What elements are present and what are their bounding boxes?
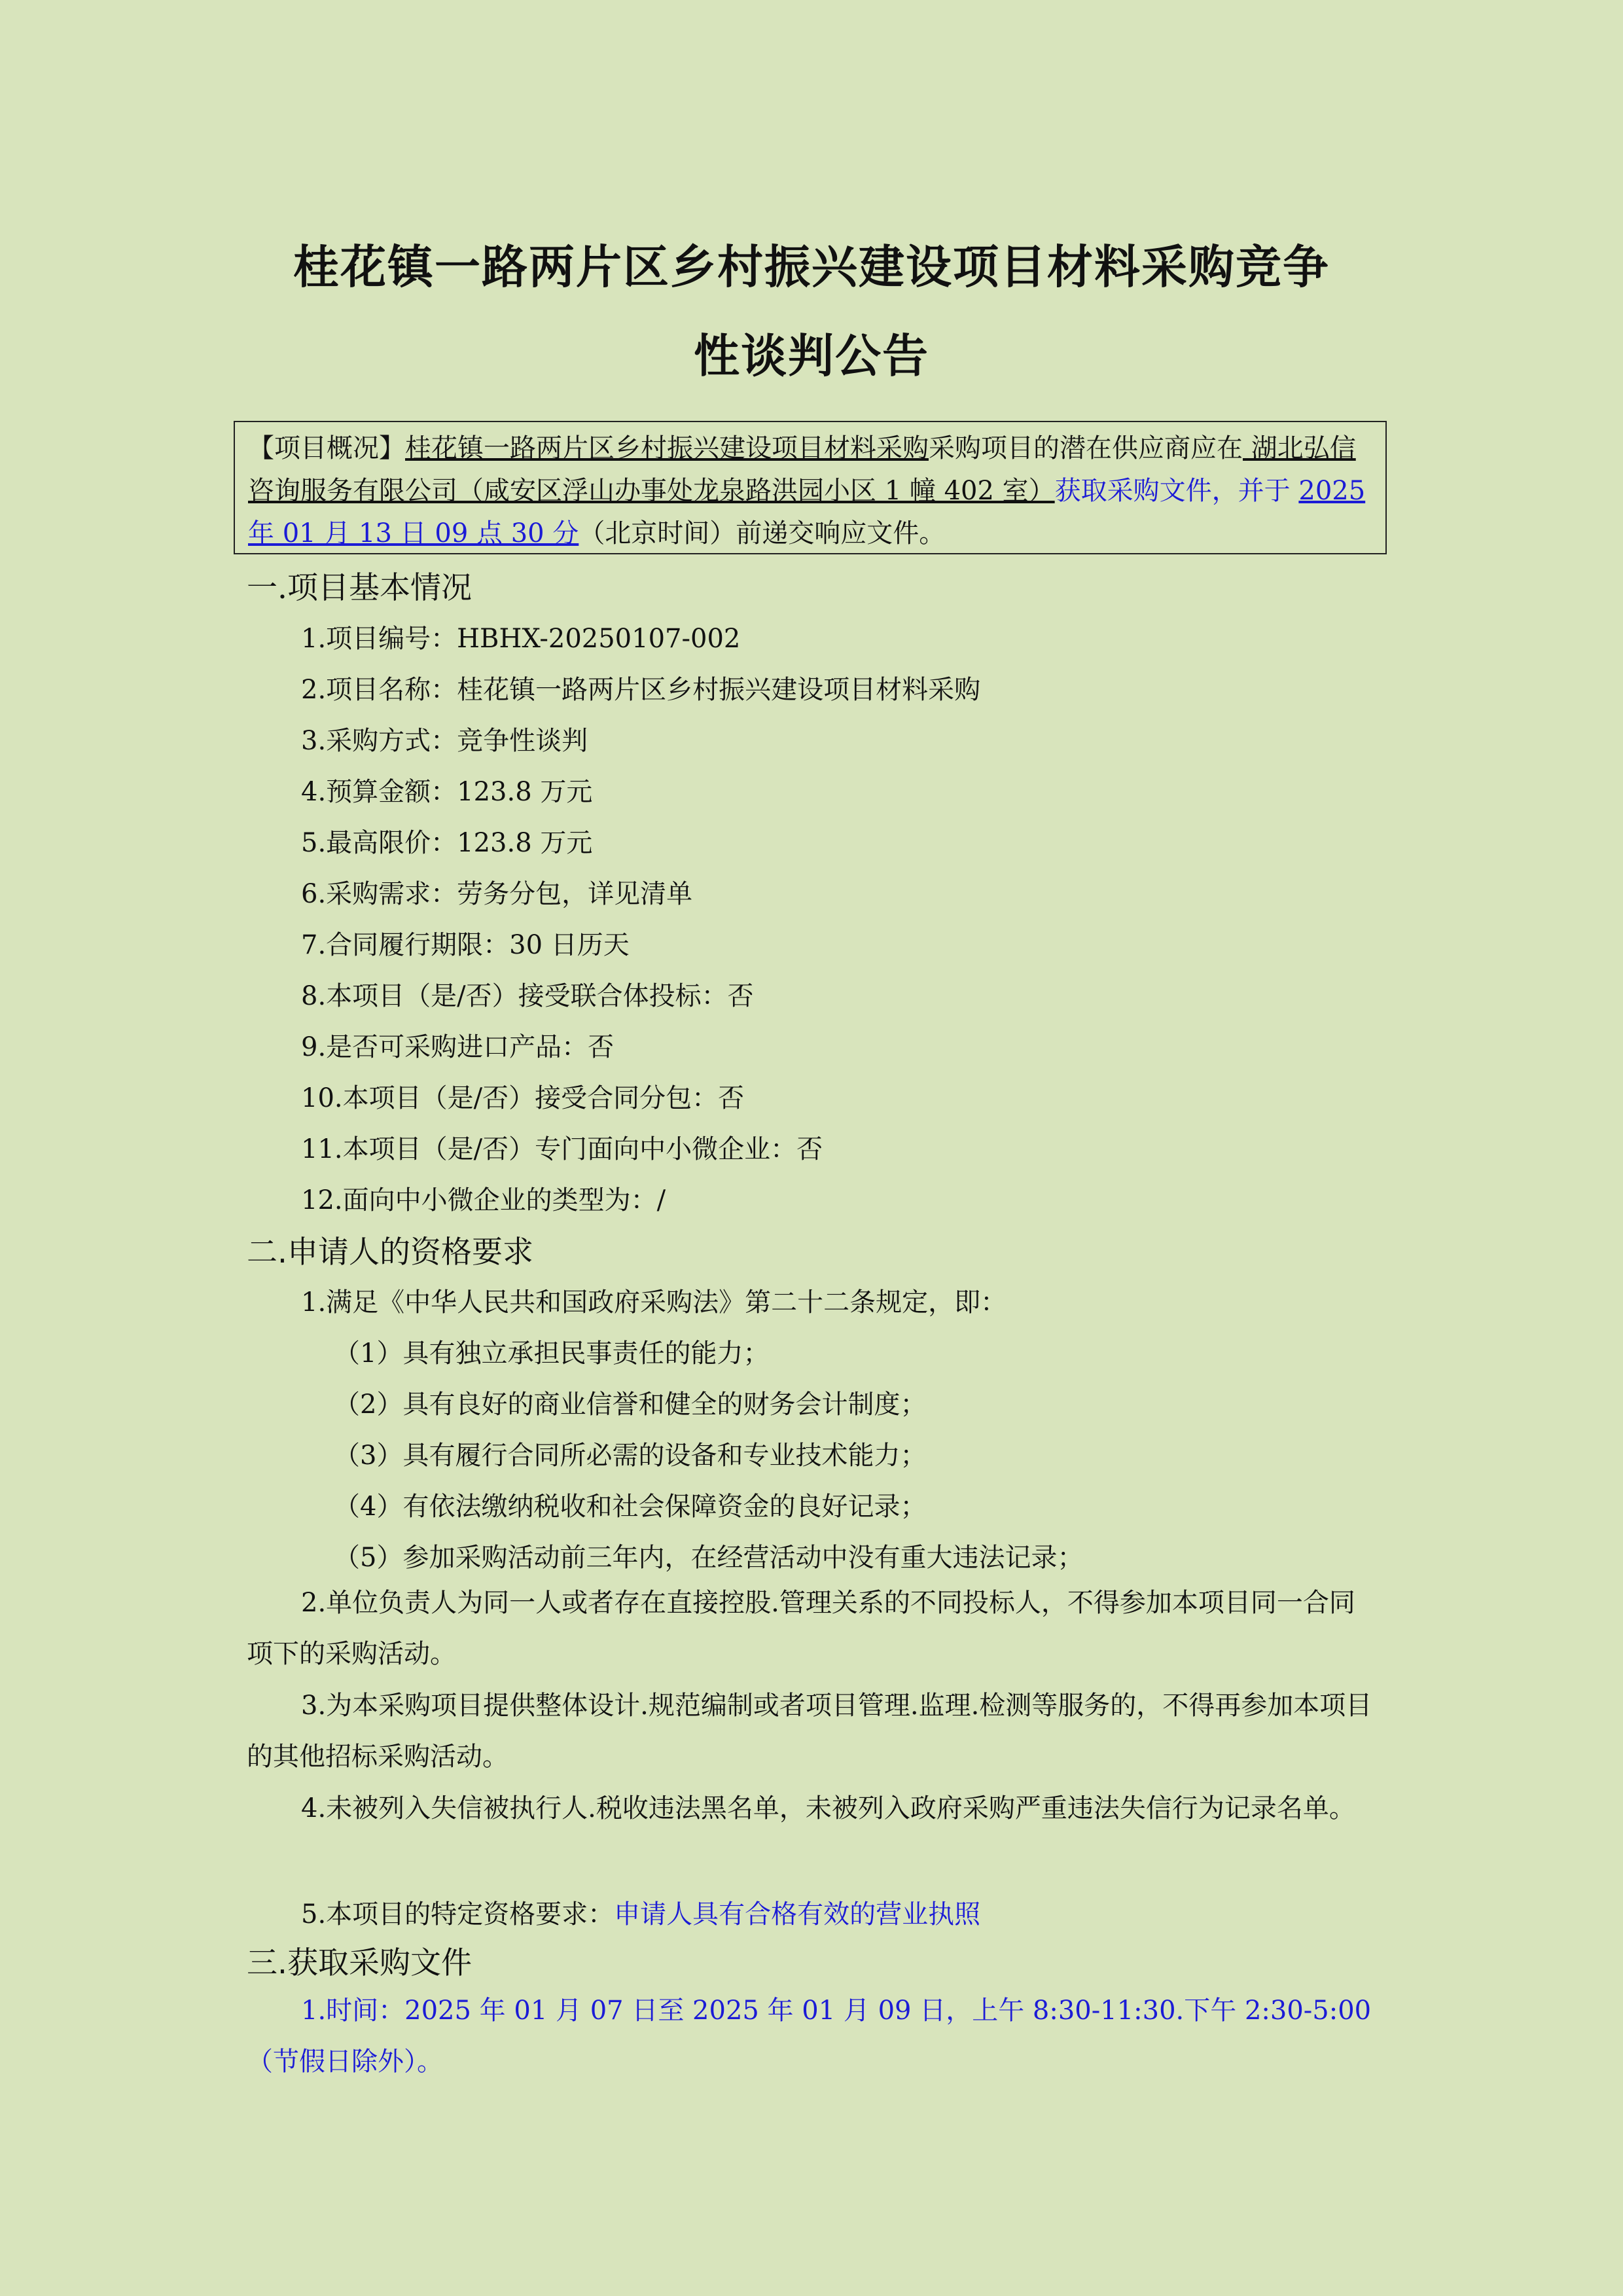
section1-item-5: 5.最高限价：123.8 万元: [301, 828, 593, 858]
section2-subitem-2: （2）具有良好的商业信誉和健全的财务会计制度；: [334, 1390, 927, 1420]
overview-text-1: 采购项目的潜在供应商应在: [929, 433, 1243, 463]
overview-text-2: 获取采购文件，: [1054, 476, 1238, 506]
section3-item-1: 1.时间：2025 年 01 月 07 日至 2025 年 01 月 09 日，上午 8:30-11:30.下午 2:30-5:00（节假日除外）。: [247, 1996, 1372, 2077]
section1-item-7: 7.合同履行期限：30 日历天: [301, 930, 630, 960]
section1-item-12: 12.面向中小微企业的类型为：/: [301, 1185, 666, 1215]
overview-location: 湖北弘信咨询服务有限公司（咸安区浮山办事处龙泉路洪园小区 1 幢 402 室）: [248, 433, 1356, 506]
section1-item-11: 11.本项目（是/否）专门面向中小微企业：否: [301, 1134, 823, 1164]
page-title: [196, 223, 1427, 401]
section2-item-2: 2.单位负责人为同一人或者存在直接控股.管理关系的不同投标人，不得参加本项目同一合同项下的采购活动。: [247, 1588, 1355, 1669]
section1-item-3: 3.采购方式：竞争性谈判: [301, 726, 588, 756]
section1-item-9: 9.是否可采购进口产品：否: [301, 1032, 615, 1062]
title-line-1: 桂花镇一路两片区乡村振兴建设项目材料采购竞争: [293, 240, 1330, 294]
section2-subitem-4: （4）有依法缴纳税收和社会保障资金的良好记录；: [334, 1492, 927, 1522]
section1-item-2: 2.项目名称：桂花镇一路两片区乡村振兴建设项目材料采购: [301, 675, 981, 705]
section2-item-5-value: 申请人具有合格有效的营业执照: [614, 1899, 981, 1929]
project-overview-box: [234, 421, 1387, 554]
section1-heading: 一.项目基本情况: [247, 570, 472, 606]
overview-project-name: 桂花镇一路两片区乡村振兴建设项目材料采购: [405, 433, 929, 463]
section2-subitem-1: （1）具有独立承担民事责任的能力；: [334, 1338, 770, 1369]
overview-label: 【项目概况】: [248, 433, 405, 463]
section2-subitem-3: （3）具有履行合同所必需的设备和专业技术能力；: [334, 1441, 927, 1471]
section2-item-1: 1.满足《中华人民共和国政府采购法》第二十二条规定，即：: [301, 1287, 1007, 1318]
section1-item-4: 4.预算金额：123.8 万元: [301, 777, 593, 807]
overview-text-4: （北京时间）前递交响应文件。: [579, 518, 946, 548]
section2-item-4: 4.未被列入失信被执行人.税收违法黑名单，未被列入政府采购严重违法失信行为记录名单。: [301, 1793, 1355, 1823]
section2-item-5-label: 5.本项目的特定资格要求：: [301, 1899, 615, 1929]
section1-item-1: 1.项目编号：HBHX-20250107-002: [301, 624, 741, 654]
section1-item-10: 10.本项目（是/否）接受合同分包：否: [301, 1083, 745, 1113]
section2-item-5: [301, 1893, 980, 1931]
section1-item-8: 8.本项目（是/否）接受联合体投标：否: [301, 981, 754, 1011]
overview-text-3: 并于: [1238, 476, 1299, 506]
section2-item-3: 3.为本采购项目提供整体设计.规范编制或者项目管理.监理.检测等服务的，不得再参加本项目的其他招标采购活动。: [247, 1691, 1372, 1772]
section2-heading: 二.申请人的资格要求: [247, 1234, 533, 1270]
overview-deadline: 2025 年 01 月 13 日 09 点 30 分: [248, 476, 1366, 548]
title-line-2: 性谈判公告: [694, 329, 929, 383]
section1-item-6: 6.采购需求：劳务分包，详见清单: [301, 879, 693, 909]
section2-subitem-5: （5）参加采购活动前三年内，在经营活动中没有重大违法记录；: [334, 1543, 1084, 1573]
section3-heading: 三.获取采购文件: [247, 1945, 472, 1981]
